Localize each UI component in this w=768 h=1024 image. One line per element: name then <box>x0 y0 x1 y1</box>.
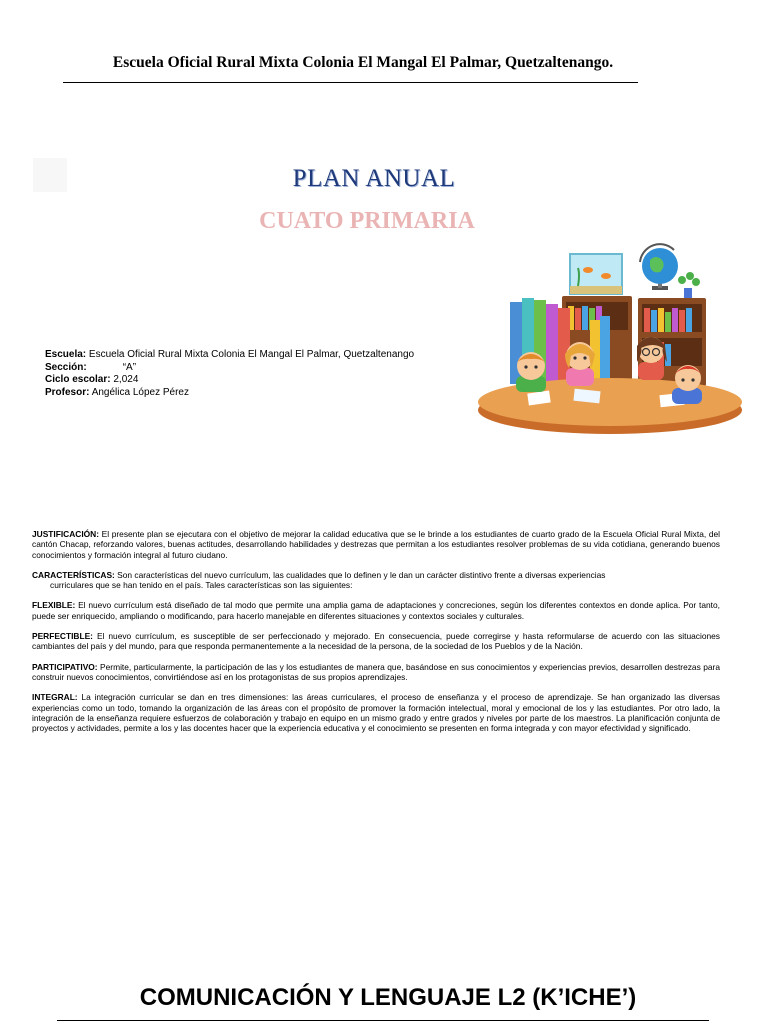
integral-label: INTEGRAL: <box>32 692 78 703</box>
participative-text: Permite, particularmente, la participación de las y los estudiantes de manera que, basándose en sus conocimientos y experiencias previos, desarrollen destrezas para construir nuevos conocimientos, convirtiéndose así en los protagonistas de sus propios aprendizajes. <box>32 661 720 682</box>
aquarium-icon <box>570 254 622 294</box>
info-school-label: Escuela: <box>45 349 87 360</box>
perfectible-label: PERFECTIBLE: <box>32 631 93 642</box>
info-cycle-value: 2,024 <box>113 374 139 385</box>
perfectible-text: El nuevo currículum, es susceptible de ser perfeccionado y mejorado. En consecuencia, puede corregirse y hasta reformularse de acuerdo con las situaciones cambiantes del país y del mundo, para que responda permanentemente a la necesidad de la persona, de la sociedad de los Pueblos y de la Nación. <box>32 631 720 652</box>
characteristics-paragraph <box>32 570 720 591</box>
characteristics-text: Son características del nuevo currículum, las cualidades que lo definen y le dan un carácter distintivo frente a diversas experiencias <box>114 569 606 580</box>
info-section-row <box>45 362 414 375</box>
child-girl-center <box>565 342 595 386</box>
info-section-value: “A” <box>122 361 137 373</box>
characteristics-text-continued: curriculares que se han tenido en el país. Tales características son las siguientes: <box>50 580 353 591</box>
justification-label: JUSTIFICACIÓN: <box>32 529 99 539</box>
plan-title: PLAN ANUAL <box>292 165 456 192</box>
info-school-value: Escuela Oficial Rural Mixta Colonia El Mangal El Palmar, Quetzaltenango <box>88 349 415 360</box>
info-section-label: Sección: <box>45 361 87 373</box>
characteristics-label: CARACTERÍSTICAS: <box>32 569 115 580</box>
classroom-illustration <box>470 242 750 442</box>
globe-icon <box>640 244 678 290</box>
footer-divider <box>57 1020 709 1021</box>
perfectible-paragraph <box>32 631 720 652</box>
justification-text: El presente plan se ejecutara con el objetivo de mejorar la calidad educativa que se le brinde a los estudiantes de cuarto grado de la Escuela Oficial Rural Mixta, del cantón Chacap, reforzando valores, buenas actitudes, desarrollando habilidades y destrezas que permitan a los estudiantes resolver problemas de su vida cotidiana, generando buenos conocimientos y formación integral al futuro ciudano. <box>32 529 720 560</box>
subject-heading: COMUNICACIÓN Y LENGUAJE L2 (K’ICHE’) <box>139 984 637 1011</box>
participative-paragraph <box>32 662 720 683</box>
grade-title: CUATO PRIMARIA <box>259 208 475 234</box>
justification-paragraph <box>32 529 720 560</box>
flexible-paragraph <box>32 600 720 621</box>
body-text <box>32 529 720 743</box>
header-divider <box>63 82 638 83</box>
info-cycle-label: Ciclo escolar: <box>45 374 111 385</box>
info-teacher-row <box>45 387 414 400</box>
info-school-row <box>45 349 414 362</box>
info-teacher-value: Angélica López Pérez <box>91 386 189 398</box>
flexible-text: El nuevo currículum está diseñado de tal modo que permite una amplia gama de adaptaciones y concreciones, según los diferentes contextos en donde aplica. Por tanto, puede ser enriquecido, ampliando o modificando, para hacerlo manejable en diferentes situaciones y contextos sociales y culturales. <box>32 600 720 621</box>
child-boy-left <box>516 352 546 392</box>
flexible-label: FLEXIBLE: <box>32 600 76 611</box>
school-header: Escuela Oficial Rural Mixta Colonia El Mangal El Palmar, Quetzaltenango. <box>112 54 614 71</box>
school-info <box>45 349 414 399</box>
plant-icon <box>678 272 700 298</box>
participative-label: PARTICIPATIVO: <box>32 661 98 672</box>
integral-paragraph <box>32 692 720 733</box>
info-teacher-label: Profesor: <box>45 386 90 398</box>
info-cycle-row <box>45 374 414 387</box>
integral-text: La integración curricular se dan en tres dimensiones: las áreas curriculares, el proceso de enseñanza y el proceso de aprendizaje. Se han organizado las diversas experiencias como un todo, tomando la organización de las áreas con el propósito de promover la formación intelectual, moral y emocional de los y las estudiantes. Por otro lado, la integración de la enseñanza requiere esfuerzos de colaboración y trabajo en equipo en un mismo grado y entre grados y niveles por parte de los maestros. La planificación conjunta de proyectos y actividades, permite a los y las docentes hacer que la experiencia educativa y el conocimiento se presenten en forma integrada y con mayor efectividad y significado. <box>32 692 720 734</box>
